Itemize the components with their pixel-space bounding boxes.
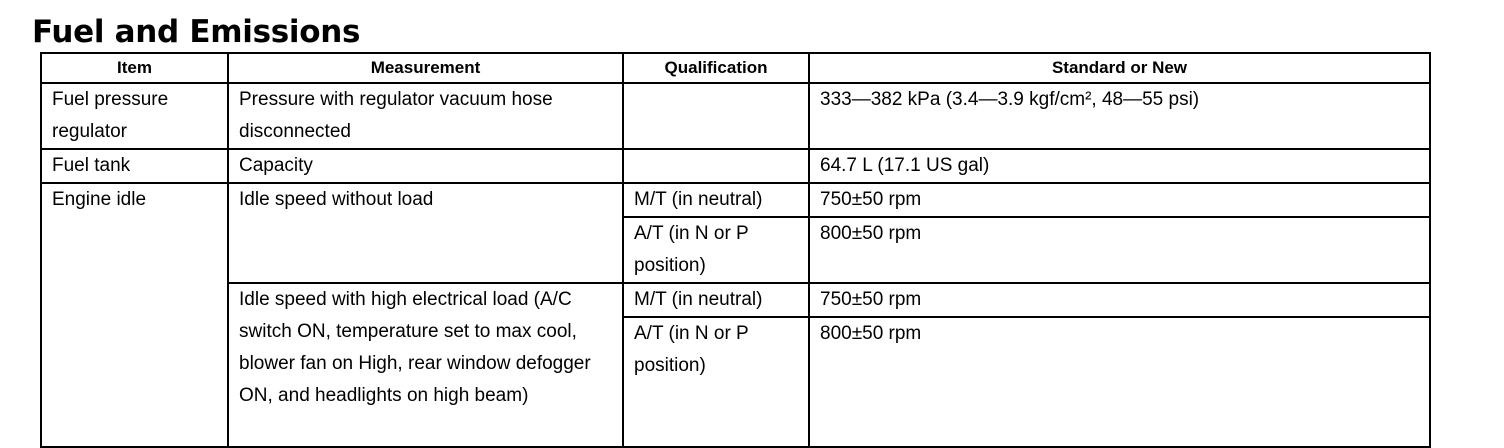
- row-standard: 800±50 rpm: [809, 317, 1430, 447]
- header-qualification: Qualification: [623, 53, 809, 83]
- row-measurement: Idle speed with high electrical load (A/C switch ON, temperature set to max cool, blower fan on High, rear window defogger ON, and headlights on high beam): [228, 283, 623, 447]
- row-qualification: M/T (in neutral): [623, 183, 809, 217]
- row-standard: 750±50 rpm: [809, 183, 1430, 217]
- row-qualification: A/T (in N or P position): [623, 217, 809, 283]
- row-measurement: Idle speed without load: [228, 183, 623, 283]
- row-qualification: [623, 83, 809, 149]
- header-measurement: Measurement: [228, 53, 623, 83]
- table-row: [41, 183, 1430, 217]
- row-qualification: M/T (in neutral): [623, 283, 809, 317]
- row-item: Fuel pressure regulator: [41, 83, 228, 149]
- row-measurement: Capacity: [228, 149, 623, 183]
- table-row: [41, 149, 1430, 183]
- table-header-row: [41, 53, 1430, 83]
- page-title: Fuel and Emissions: [32, 14, 361, 50]
- row-qualification: A/T (in N or P position): [623, 317, 809, 447]
- header-item: Item: [41, 53, 228, 83]
- row-item: Engine idle: [41, 183, 228, 447]
- header-standard: Standard or New: [809, 53, 1430, 83]
- row-qualification: [623, 149, 809, 183]
- row-measurement: Pressure with regulator vacuum hose disconnected: [228, 83, 623, 149]
- table-row: [41, 283, 1430, 317]
- row-standard: 64.7 L (17.1 US gal): [809, 149, 1430, 183]
- row-standard: 333—382 kPa (3.4—3.9 kgf/cm², 48—55 psi): [809, 83, 1430, 149]
- row-standard: 750±50 rpm: [809, 283, 1430, 317]
- row-item: Fuel tank: [41, 149, 228, 183]
- table-row: [41, 83, 1430, 149]
- spec-table: [40, 52, 1431, 448]
- row-standard: 800±50 rpm: [809, 217, 1430, 283]
